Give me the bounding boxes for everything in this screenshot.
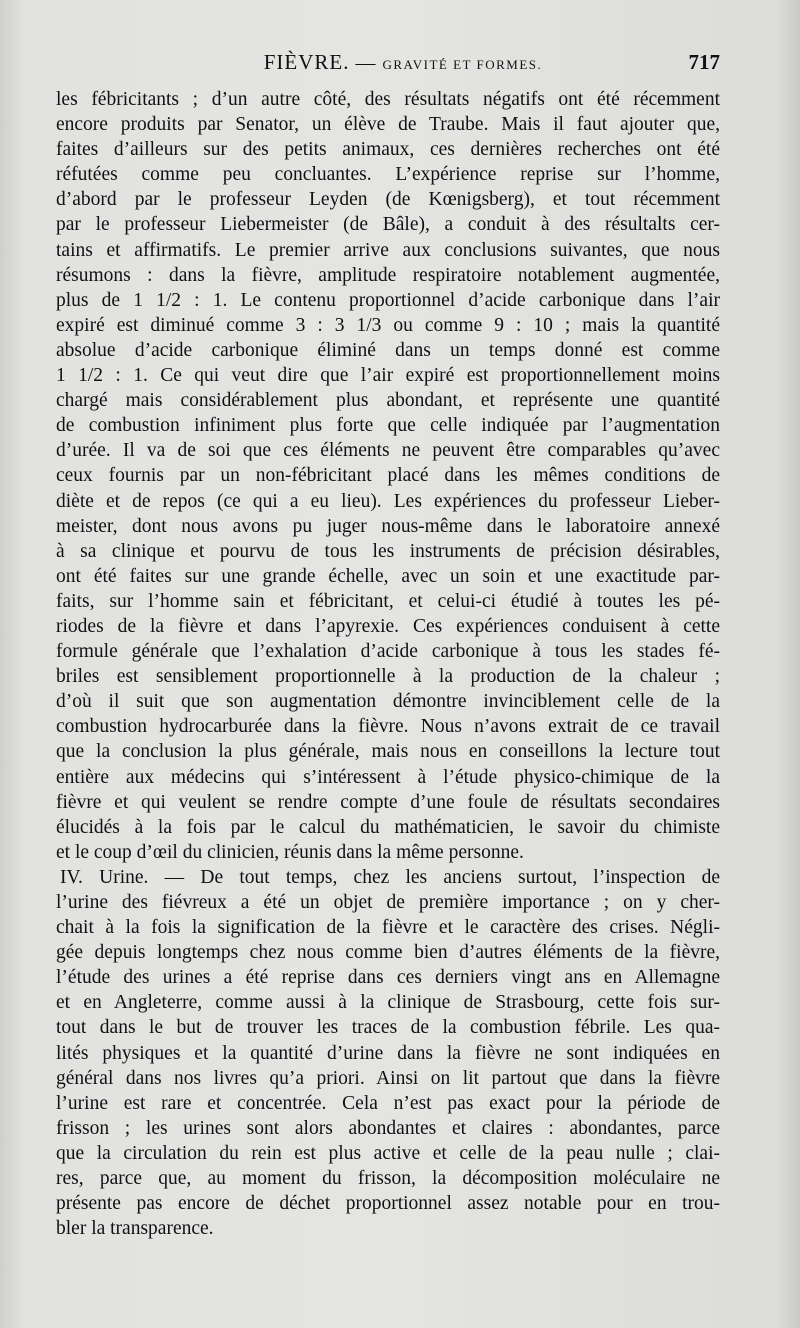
text-line: d’où il suit que son augmentation démontre invinciblement celle de la xyxy=(56,691,720,713)
text-line: frisson ; les urines sont alors abondantes et claires : abondantes, parce xyxy=(56,1117,720,1139)
text-line: lités physiques et la quantité d’urine dans la fièvre ne sont indiquées en xyxy=(56,1042,720,1064)
text-line: et en Angleterre, comme aussi à la clinique de Strasbourg, cette fois sur- xyxy=(56,992,720,1014)
section-heading-line: IV. Urine. — De tout temps, chez les anciens surtout, l’inspection de xyxy=(60,866,720,888)
text-line: diète et de repos (ce qui a eu lieu). Les expériences du professeur Lieber- xyxy=(56,490,720,512)
text-line: réfutées comme peu concluantes. L’expérience reprise sur l’homme, xyxy=(56,164,720,186)
text-line: d’abord par le professeur Leyden (de Kœnigsberg), et tout récemment xyxy=(56,189,720,211)
text-line: résumons : dans la fièvre, amplitude respiratoire notablement augmentée, xyxy=(56,264,720,286)
page-header xyxy=(56,50,720,82)
text-line: 1 1/2 : 1. Ce qui veut dire que l’air expiré est proportionnellement moins xyxy=(56,365,720,387)
text-line: expiré est diminué comme 3 : 3 1/3 ou comme 9 : 10 ; mais la quantité xyxy=(56,314,720,336)
text-line: général dans nos livres qu’a priori. Ainsi on lit partout que dans la fièvre xyxy=(56,1067,720,1089)
text-line: ceux fournis par un non-fébricitant placé dans les mêmes conditions de xyxy=(56,465,720,487)
text-line: que la circulation du rein est plus active et celle de la peau nulle ; clai- xyxy=(56,1142,720,1164)
text-line: d’urée. Il va de soi que ces éléments ne peuvent être comparables qu’avec xyxy=(56,440,720,462)
text-line: à sa clinique et pourvu de tous les instruments de précision désirables, xyxy=(56,540,720,562)
running-head-sub: GRAVITÉ ET FORMES. xyxy=(382,57,543,72)
text-line: tains et affirmatifs. Le premier arrive aux conclusions suivantes, que nous xyxy=(56,239,720,261)
text-line: par le professeur Liebermeister (de Bâle), a conduit à des résultalts cer- xyxy=(56,214,720,236)
text-line: l’urine des fiévreux a été un objet de première importance ; on y cher- xyxy=(56,892,720,913)
text-line: faits, sur l’homme sain et fébricitant, et celui-ci étudié à toutes les pé- xyxy=(56,590,720,612)
text-line: entière aux médecins qui s’intéressent à l’étude physico-chimique de la xyxy=(56,766,720,788)
text-line: les fébricitants ; d’un autre côté, des résultats négatifs ont été récemment xyxy=(56,89,720,110)
running-head-main: FIÈVRE. xyxy=(263,50,350,74)
text-line: l’urine est rare et concentrée. Cela n’est pas exact pour la période de xyxy=(56,1092,720,1114)
text-line: ont été faites sur une grande échelle, avec un soin et une exactitude par- xyxy=(56,565,720,587)
text-line: riodes de la fièvre et dans l’apyrexie. Ces expériences conduisent à cette xyxy=(56,615,720,637)
text-line: absolue d’acide carbonique éliminé dans un temps donné est comme xyxy=(56,339,720,361)
text-line: gée depuis longtemps chez nous comme bien d’autres éléments de la fièvre, xyxy=(56,942,720,964)
body-text xyxy=(56,87,720,1241)
text-line: chait à la fois la signification de la fièvre et le caractère des crises. Négli- xyxy=(56,917,720,939)
text-line: présente pas encore de déchet proportionnel assez notable pour en trou- xyxy=(56,1193,720,1215)
text-line: briles est sensiblement proportionnelle à la production de la chaleur ; xyxy=(56,666,720,688)
text-line: faites d’ailleurs sur des petits animaux, ces dernières recherches ont été xyxy=(56,139,720,161)
text-line: et le coup d’œil du clinicien, réunis dans la même personne. xyxy=(56,841,524,863)
text-line: chargé mais considérablement plus abondant, et représente une quantité xyxy=(56,390,720,412)
text-line: res, parce que, au moment du frisson, la décomposition moléculaire ne xyxy=(56,1168,720,1190)
text-line: encore produits par Senator, un élève de Traube. Mais il faut ajouter que, xyxy=(56,114,720,136)
text-line: plus de 1 1/2 : 1. Le contenu proportionnel d’acide carbonique dans l’air xyxy=(56,289,720,311)
text-line: de combustion infiniment plus forte que celle indiquée par l’augmentation xyxy=(56,415,720,437)
page-number: 717 xyxy=(688,50,720,74)
text-line: tout dans le but de trouver les traces de la combustion fébrile. Les qua- xyxy=(56,1017,720,1039)
running-head xyxy=(56,50,720,75)
text-line: bler la transparence. xyxy=(56,1218,214,1240)
text-line: formule générale que l’exhalation d’acide carbonique à tous les stades fé- xyxy=(56,641,720,663)
running-head-dash: — xyxy=(349,52,383,74)
text-line: que la conclusion la plus générale, mais nous en conseillons la lecture tout xyxy=(56,741,720,763)
text-line: élucidés à la fois par le calcul du mathématicien, le savoir du chimiste xyxy=(56,816,720,838)
text-line: l’étude des urines a été reprise dans ces derniers vingt ans en Allemagne xyxy=(56,967,720,989)
text-line: combustion hydrocarburée dans la fièvre. Nous n’avons extrait de ce travail xyxy=(56,716,720,738)
text-line: fièvre et qui veulent se rendre compte d’une foule de résultats secondaires xyxy=(56,791,720,813)
text-line: meister, dont nous avons pu juger nous-même dans le laboratoire annexé xyxy=(56,515,720,537)
